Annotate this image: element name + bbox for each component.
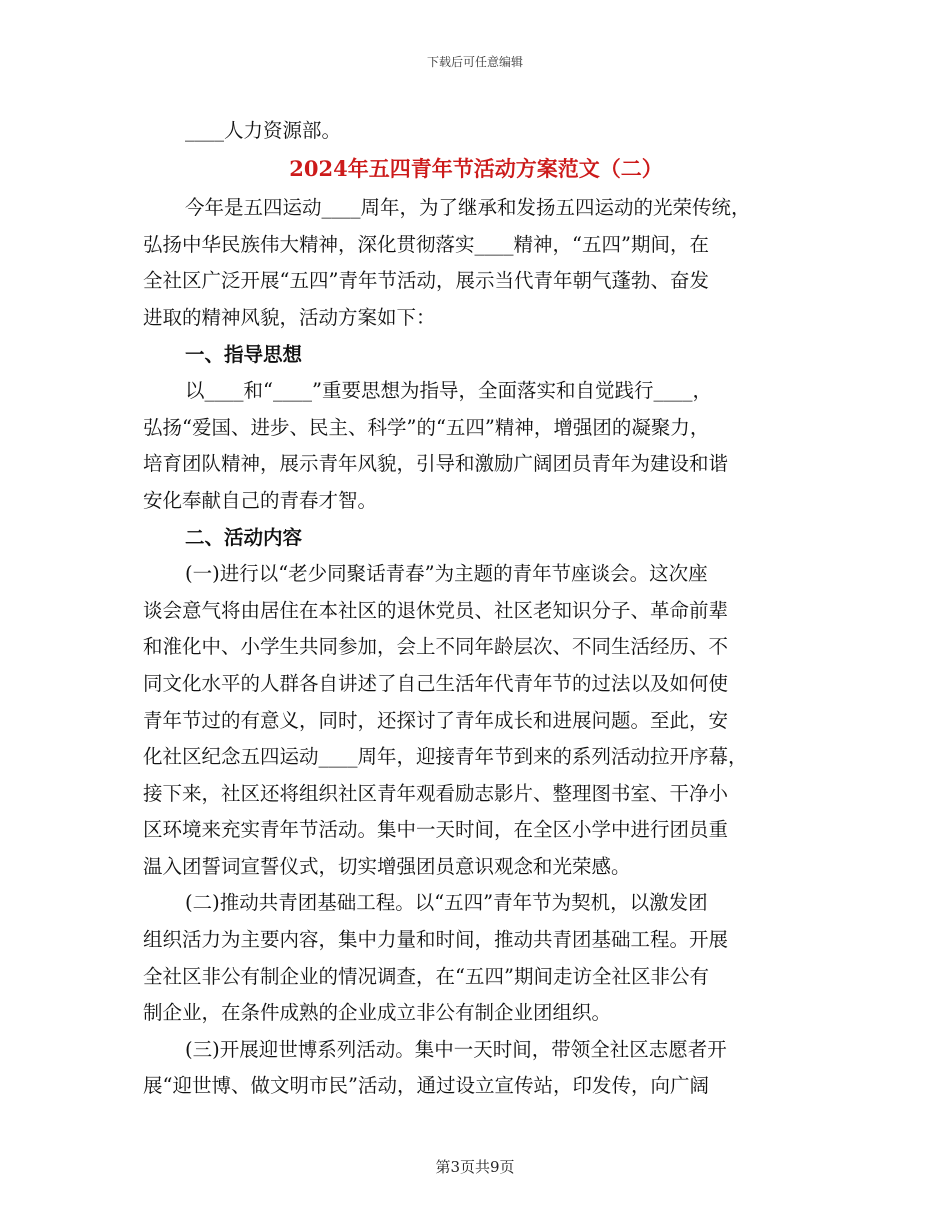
paragraph-line: 今年是五四运动____周年，为了继承和发扬五四运动的光荣传统，	[185, 196, 751, 220]
document-body	[143, 113, 809, 1105]
paragraph-line: (一)进行以“老少同聚话青春”为主题的青年节座谈会。这次座	[185, 562, 708, 586]
paragraph-line: 接下来，社区还将组织社区青年观看励志影片、整理图书室、干净小	[143, 781, 729, 805]
section-heading: 一、指导思想	[185, 342, 303, 366]
paragraph-line: 弘扬中华民族伟大精神，深化贯彻落实____精神，“五四”期间，在	[143, 232, 709, 256]
paragraph-line: 全社区广泛开展“五四”青年节活动，展示当代青年朝气蓬勃、奋发	[143, 269, 709, 293]
page-footer: 第3页共9页	[435, 1158, 515, 1176]
paragraph-line: 安化奉献自己的青春才智。	[143, 488, 378, 512]
paragraph-line: 展“迎世博、做文明市民”活动，通过设立宣传站，印发传，向广阔	[143, 1074, 709, 1098]
paragraph-line: 温入团誓词宣誓仪式，切实增强团员意识观念和光荣感。	[143, 854, 631, 878]
paragraph-line: 谈会意气将由居住在本社区的退休党员、社区老知识分子、革命前辈	[143, 598, 729, 622]
paragraph-line: 进取的精神风貌，活动方案如下：	[143, 305, 436, 329]
paragraph-line: 同文化水平的人群各自讲述了自己生活年代青年节的过法以及如何使	[143, 671, 729, 695]
paragraph-line: 制企业，在条件成熟的企业成立非公有制企业团组织。	[143, 1001, 612, 1025]
document-title: 2024年五四青年节活动方案范文（二）	[289, 155, 663, 181]
paragraph-line: (三)开展迎世博系列活动。集中一天时间，带领全社区志愿者开	[185, 1037, 727, 1061]
paragraph-line: 弘扬“爱国、进步、民主、科学”的“五四”精神，增强团的凝聚力，	[143, 415, 710, 439]
paragraph-line: 以____和“____”重要思想为指导，全面落实和自觉践行____，	[185, 379, 712, 403]
paragraph-line: 青年节过的有意义，同时，还探讨了青年成长和进展问题。至此，安	[143, 708, 729, 732]
paragraph-line: 培育团队精神，展示青年风貌，引导和激励广阔团员青年为建设和谐	[143, 452, 729, 476]
paragraph-line: 化社区纪念五四运动____周年，迎接青年节到来的系列活动拉开序幕，	[143, 745, 748, 769]
page-header: 下载后可任意编辑	[426, 55, 523, 69]
paragraph-line: 全社区非公有制企业的情况调查，在“五四”期间走访全社区非公有	[143, 964, 709, 988]
paragraph-line: 组织活力为主要内容，集中力量和时间，推动共青团基础工程。开展	[143, 928, 729, 952]
paragraph-line: 和淮化中、小学生共同参加，会上不同年龄层次、不同生活经历、不	[143, 635, 729, 659]
paragraph-line: (二)推动共青团基础工程。以“五四”青年节为契机，以激发团	[185, 891, 708, 915]
paragraph-line: ____人力资源部。	[185, 119, 342, 142]
paragraph-line: 区环境来充实青年节活动。集中一天时间，在全区小学中进行团员重	[143, 818, 729, 842]
section-heading: 二、活动内容	[185, 525, 303, 549]
